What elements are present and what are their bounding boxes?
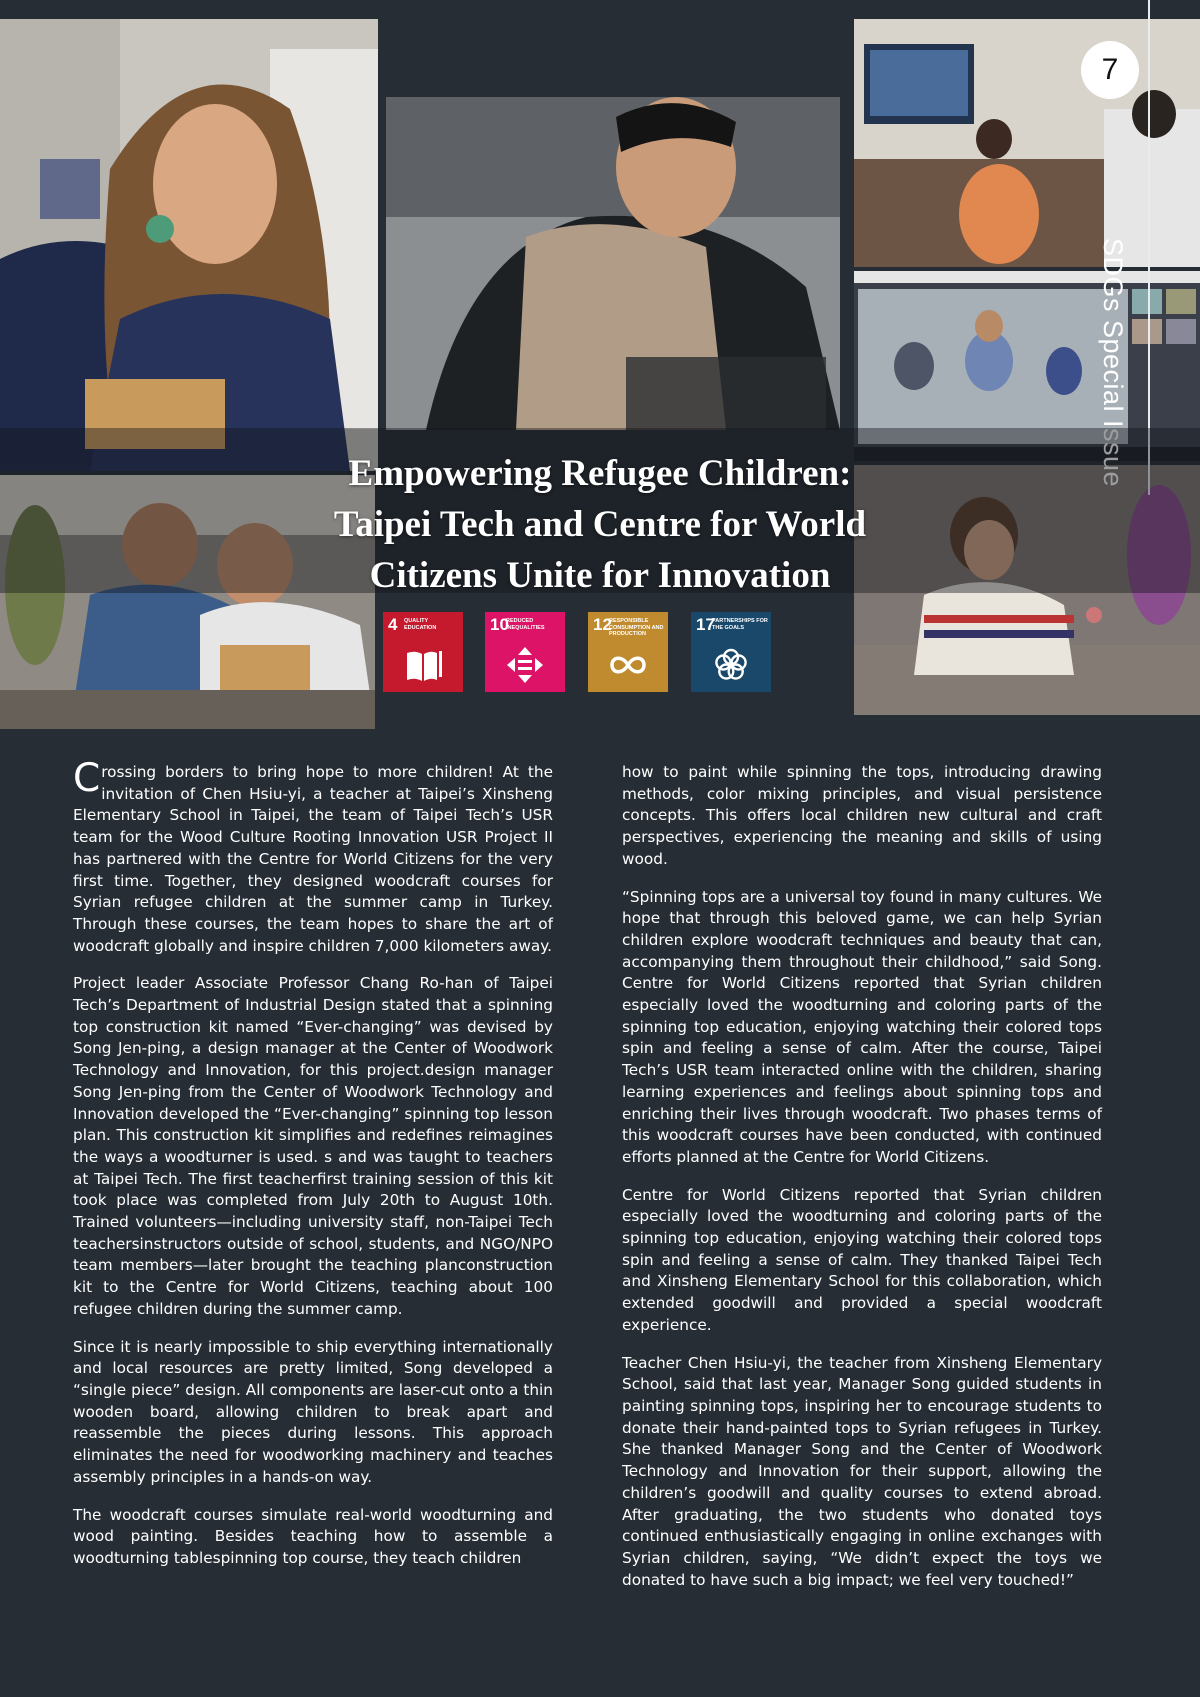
paragraph-teacher-chen: Teacher Chen Hsiu-yi, the teacher from Xinsheng Elementary School, said that last year, Manager Song guided students in painting spinning tops, inspiring her to encourage students to donate their hand-painted tops to Syrian refugees in Turkey. She thanked Manager Song and the Center of Woodwork Technology and Innovation for their support, allowing the children’s goodwill and quality courses to extend abroad. After graduating, the two students who donated toys continued enthusiastically engaging in online exchanges with Syrian children, saying, “We didn’t expect the toys we donated to have such a big impact; we feel very touched!”: [622, 1353, 1102, 1589]
sdg-label: QUALITY EDUCATION: [404, 618, 437, 631]
paragraph-painting: how to paint while spinning the tops, introducing drawing methods, color mixing principles, and visual persistence concepts. This offers local children new cultural and craft perspectives, experiencing the meaning and skills of using wood.: [622, 763, 1102, 868]
title-line-2: Taipei Tech and Centre for World: [333, 504, 867, 545]
article-column-left: [73, 756, 553, 1586]
sdg-tile-12: [588, 612, 668, 692]
paragraph-courses: The woodcraft courses simulate real-world woodturning and wood painting. Besides teaching how to assemble a woodturning tablespinning top course, they teach children: [73, 1505, 553, 1567]
page-number: 7: [1081, 41, 1139, 99]
sdg-number: 10: [490, 615, 509, 634]
flower-rings-icon: [711, 645, 751, 685]
photo-girl-with-spinning-top: [0, 19, 378, 471]
paragraph-intro: [73, 756, 553, 957]
drop-cap: C: [73, 756, 101, 801]
paragraph-song-quote: “Spinning tops are a universal toy found in many cultures. We hope that through this beloved game, we can help Syrian children explore woodcraft techniques and beauty that can, accompanying them throughout their childhood,” said Song. Centre for World Citizens reported that Syrian children especially loved the woodturning and coloring parts of the spinning top education, enjoying watching their colored tops spin and feeling a sense of calm. After the course, Taipei Tech’s USR team interacted online with the children, sharing learning experiences and feelings about spinning tops and enriching their lives through woodcraft. Two phases terms of this woodcraft courses have been conducted, with continued efforts planned at the Centre for World Citizens.: [622, 887, 1102, 1166]
sdg-number: 12: [593, 615, 612, 634]
article-column-right: [622, 762, 1102, 1607]
sdg-number: 4: [388, 615, 398, 634]
photo-instructor-at-workbench: [386, 97, 840, 430]
sdg-tile-4: [383, 612, 463, 692]
sdg-tile-17: [691, 612, 771, 692]
book-pencil-icon: [403, 645, 443, 685]
paragraph-project-leader: Project leader Associate Professor Chang Ro-han of Taipei Tech’s Department of Industrial Design stated that a spinning top construction kit named “Ever-changing” was devised by Song Jen-ping, a design manager at the Center of Woodwork Technology and Innovation, for this project.design manager Song Jen-ping from the Center of Woodwork Technology and Innovation developed the “Ever-changing” spinning top lesson plan. This construction kit simplifies and redefines reimagines the ways a woodturner is used. s and was taught to teachers at Taipei Tech. The first teacherfirst training session of this kit took place was completed from July 20th to August 10th. Trained volunteers—including university staff, non-Taipei Tech teachersinstructors outside of school, students, and NGO/NPO team members—later brought the teaching planconstruction kit to the Centre for World Citizens, teaching about 100 refugee children during the summer camp.: [73, 974, 553, 1318]
equality-arrows-icon: [505, 645, 545, 685]
article-title: [240, 448, 960, 601]
paragraph-centre-report: Centre for World Citizens reported that Syrian children especially loved the woodturning and coloring parts of the spinning top education, enjoying watching their colored tops spin and feeling a sense of calm. They thanked Taipei Tech and Xinsheng Elementary School for this collaboration, which extended goodwill and provided a special woodcraft experience.: [622, 1185, 1102, 1334]
infinity-loop-icon: [608, 645, 648, 685]
sdg-tile-10: [485, 612, 565, 692]
paragraph-single-piece: Since it is nearly impossible to ship everything internationally and local resources are pretty limited, Song developed a “single piece” design. All components are laser-cut onto a thin wooden board, allowing children to break apart and reassemble the pieces during lessons. This approach eliminates the need for woodworking machinery and teaches assembly principles in a hands-on way.: [73, 1337, 553, 1486]
sdg-label: RESPONSIBLE CONSUMPTION AND PRODUCTION: [609, 618, 664, 637]
paragraph-intro-text: rossing borders to bring hope to more children! At the invitation of Chen Hsiu-yi, a teacher at Taipei’s Xinsheng Elementary School in Taipei, the team of Taipei Tech’s USR team for the Wood Culture Rooting Innovation USR Project II has partnered with the Centre for World Citizens for the very first time. Together, they designed woodcraft courses for Syrian refugee children at the summer camp in Turkey. Through these courses, the team hopes to share the art of woodcraft globally and inspire children 7,000 kilometers away.: [73, 763, 553, 955]
title-line-1: Empowering Refugee Children:: [348, 453, 852, 494]
margin-rule: [1148, 0, 1150, 495]
sdg-label: PARTNERSHIPS FOR THE GOALS: [712, 618, 768, 631]
title-line-3: Citizens Unite for Innovation: [369, 555, 831, 596]
section-label-text: SDGs Special Issue: [1098, 237, 1129, 488]
sdg-label: REDUCED INEQUALITIES: [506, 618, 545, 631]
sdg-number: 17: [696, 615, 715, 634]
